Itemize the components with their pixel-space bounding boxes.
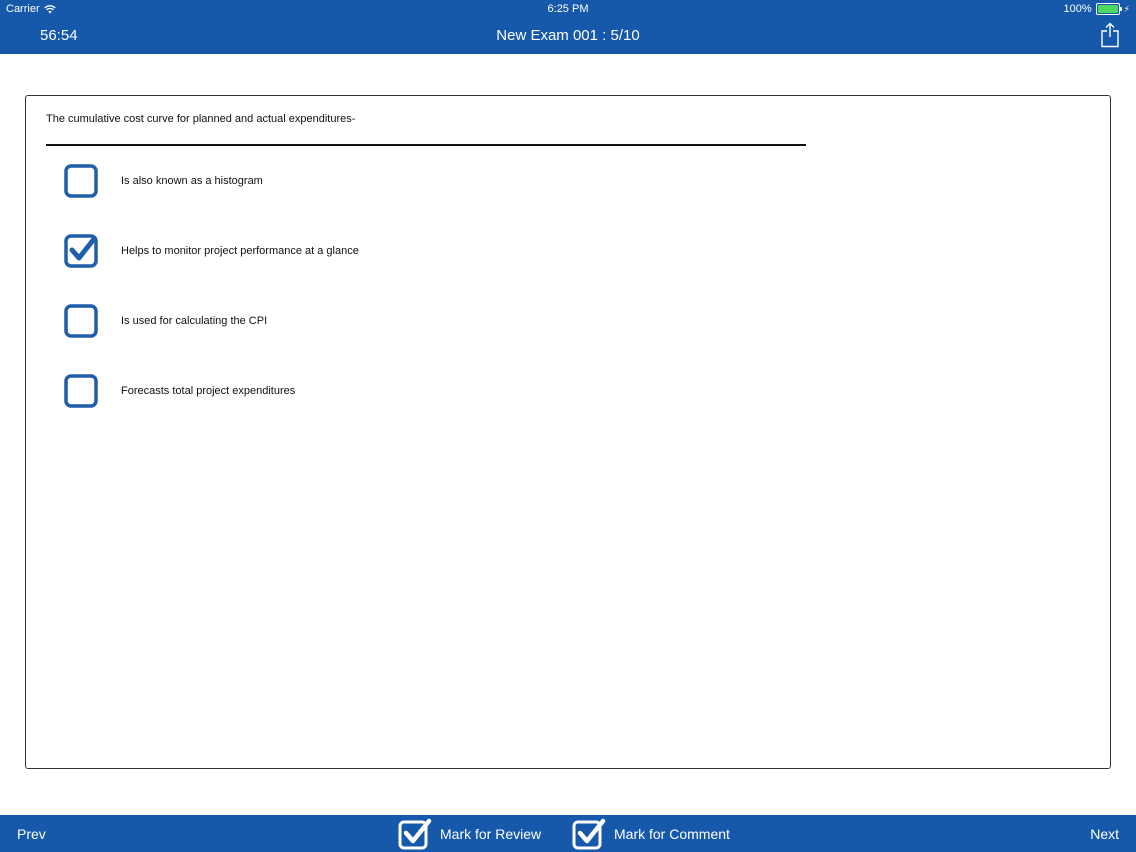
status-bar bbox=[0, 0, 1136, 18]
answer-option-label: Is also known as a histogram bbox=[121, 175, 263, 187]
checkbox-icon[interactable] bbox=[64, 234, 98, 268]
question-card bbox=[25, 95, 1111, 769]
bottom-toolbar bbox=[0, 815, 1136, 852]
answer-option-label: Helps to monitor project performance at a glance bbox=[121, 245, 359, 257]
answer-option-3[interactable] bbox=[64, 304, 267, 338]
top-bar bbox=[0, 0, 1136, 54]
mark-for-comment-button[interactable] bbox=[572, 817, 730, 851]
mark-for-review-button[interactable] bbox=[398, 817, 541, 851]
answer-option-1[interactable] bbox=[64, 164, 263, 198]
answer-option-2[interactable] bbox=[64, 234, 359, 268]
exam-timer: 56:54 bbox=[40, 27, 78, 44]
checkbox-icon[interactable] bbox=[64, 374, 98, 408]
mark-for-comment-label: Mark for Comment bbox=[614, 826, 730, 842]
answer-option-label: Is used for calculating the CPI bbox=[121, 315, 268, 327]
checkbox-checked-icon bbox=[572, 818, 606, 850]
mark-for-review-label: Mark for Review bbox=[440, 826, 542, 842]
prev-button[interactable]: Prev bbox=[17, 826, 46, 842]
share-icon[interactable] bbox=[1100, 22, 1120, 48]
divider bbox=[46, 144, 806, 146]
question-text: The cumulative cost curve for planned and actual expenditures- bbox=[46, 113, 356, 125]
checkbox-icon[interactable] bbox=[64, 164, 98, 198]
battery-percent: 100% bbox=[1063, 3, 1092, 15]
battery-icon bbox=[1096, 3, 1120, 15]
status-battery-group bbox=[1064, 3, 1130, 15]
charging-bolt-icon: ⚡ bbox=[1123, 3, 1130, 14]
checkmark-icon bbox=[72, 239, 94, 258]
page-title: New Exam 001 : 5/10 bbox=[496, 27, 640, 44]
battery-fill bbox=[1098, 5, 1118, 13]
checkbox-icon[interactable] bbox=[64, 304, 98, 338]
carrier-label: Carrier bbox=[6, 3, 40, 15]
checkbox-checked-icon bbox=[398, 818, 432, 850]
status-time: 6:25 PM bbox=[547, 3, 589, 15]
answer-option-4[interactable] bbox=[64, 374, 295, 408]
answer-option-label: Forecasts total project expenditures bbox=[121, 385, 296, 397]
next-button[interactable]: Next bbox=[1090, 826, 1119, 842]
